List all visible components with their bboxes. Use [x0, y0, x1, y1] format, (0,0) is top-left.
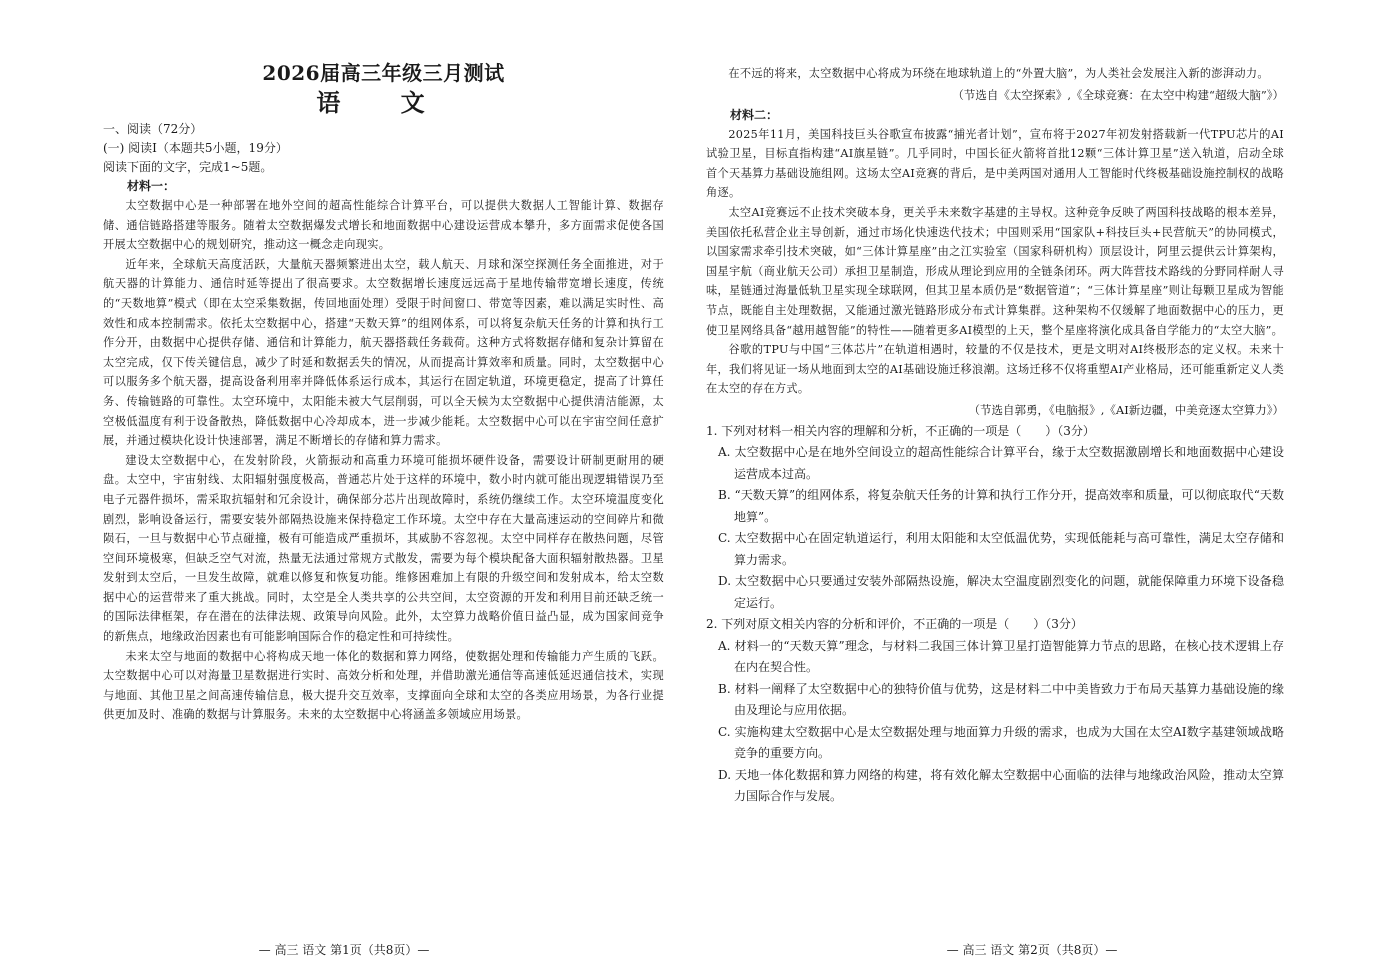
question-1-option-b: B. “天数天算”的组网体系，将复杂航天任务的计算和执行工作分开，提高效率和质量，可以彻底取代“天数地算”。 — [718, 488, 1284, 524]
question-1-option-c: C. 太空数据中心在固定轨道运行，利用太阳能和太空低温优势，实现低能耗与高可靠性，满足太空存储和算力需求。 — [718, 531, 1284, 567]
source-citation: （节选自《太空探索》,《全球竞赛：在太空中构建“超级大脑”》） — [952, 87, 1284, 102]
paragraph: 2025年11月，美国科技巨头谷歌宣布披露“捕光者计划”，宣布将于2027年初发射搭载新一代TPU芯片的AI试验卫星，目标直指构建“AI旗星链”。几乎同时，中国长征火箭将首批12颗“三体计算卫星”送入轨道，启动全球首个天基算力基础设施组网。这场太空AI竞赛的背后，是中美两国对通用人工智能时代终极基础设施控制权的战略角逐。 — [706, 127, 1284, 200]
instruction-text: 阅读下面的文字，完成1~5题。 — [103, 160, 273, 174]
source-citation: （节选自郭勇，《电脑报》,《AI新边疆，中美竞逐太空算力》） — [968, 402, 1284, 417]
question-1: 1. 下列对材料一相关内容的理解和分析，不正确的一项是（ ）（3分） — [706, 423, 1095, 438]
paragraph: 近年来，全球航天高度活跃，大量航天器频繁进出太空，载人航天、月球和深空探测任务全面推进，对于航天器的计算能力、通信时延等提出了很高要求。太空数据增长速度远远高于星地传输带宽增长速度，传统的“天数地算”模式（即在太空采集数据，传回地面处理）受限于时间窗口、带宽等因素，难以满足实时性、高效性和成本控制需求。依托太空数据中心，搭建“天数天算”的组网体系，可以将复杂航天任务的计算和执行工作分开，由数据中心提供存储、通信和计算能力，航天器搭载任务载荷。这种方式将数据存储和复杂计算留在太空完成，仅下传关键信息，减少了时延和数据丢失的情况，从而提高计算效率和质量。同时，太空数据中心可以服务多个航天器，提高设备利用率并降低体系运行成本，其运行在固定轨道，环境更稳定，提高了计算任务、传输链路的可靠性。太空环境中，太阳能未被大气层削弱，可以全天候为太空数据中心提供清洁能源，太空极低温度有利于设备散热，降低数据中心冷却成本，进一步减少能耗。太空数据中心可以在宇宙空间任意扩展，并通过模块化设计快速部署，满足不断增长的存储和算力需求。 — [103, 257, 664, 448]
paragraph: 太空数据中心是一种部署在地外空间的超高性能综合计算平台，可以提供大数据人工智能计算、数据存储、通信链路搭建等服务。随着太空数据爆发式增长和地面数据中心建设运营成本攀升，多方面需求促使各国开展太空数据中心的规划研究，推动这一概念走向现实。 — [103, 199, 664, 252]
question-2-option-a: A. 材料一的“天数天算”理念，与材料二我国三体计算卫星打造智能算力节点的思路，在核心技术逻辑上存在内在契合性。 — [718, 638, 1284, 675]
paragraph: 谷歌的TPU与中国“三体芯片”在轨道相遇时，较量的不仅是技术，更是文明对AI终极形态的定义权。未来十年，我们将见证一场从地面到太空的AI基础设施迁移浪潮。这场迁移不仅将重塑AI产业格局，还可能重新定义人类在太空的存在方式。 — [706, 343, 1284, 396]
paragraph: 太空AI竞赛远不止技术突破本身，更关乎未来数字基建的主导权。这种竞争反映了两国科技战略的根本差异，美国依托私营企业主导创新，通过市场化快速迭代技术；中国则采用“国家队+科技巨头+民营航天”的协同模式，以国家需求牵引技术突破，如“三体计算星座”由之江实验室（国家科研机构）顶层设计，阿里云提供云计算架构，国星宇航（商业航天公司）承担卫星制造，形成从理论到应用的全链条闭环。两大阵营技术路线的分野同样耐人寻味，星链通过海量低轨卫星实现全球联网，但其卫星本质仍是“数据管道”；“三体计算星座”则让每颗卫星成为智能节点，既能自主处理数据，又能通过激光链路形成分布式计算集群。这种架构不仅缓解了地面数据中心的压力，更使卫星网络具备“越用越智能”的特性——随着更多AI模型的上天，整个星座将演化成具备自学能力的“太空大脑”。 — [706, 205, 1284, 337]
paragraph: 建设太空数据中心，在发射阶段，火箭振动和高重力环境可能损坏硬件设备，需要设计研制更耐用的硬盘。太空中，宇宙射线、太阳辐射强度极高，普通芯片处于这样的环境中，数小时内就可能出现逻辑错误乃至电子元器件损坏，需采取抗辐射和冗余设计，确保部分芯片出现故障时，系统仍继续工作。太空环境温度变化剧烈，影响设备运行，需要安装外部隔热设施来保持稳定工作环境。太空中存在大量高速运动的空间碎片和微陨石，一旦与数据中心节点碰撞，极有可能造成严重损坏，其威胁不容忽视。太空中同样存在散热问题，尽管空间环境极寒，但缺乏空气对流，热量无法通过常规方式散发，需要为每个模块配备大面积辐射散热器。卫星发射到太空后，一旦发生故障，就难以修复和恢复功能。维修困难加上有限的升级空间和发射成本，给太空数据中心的运营带来了重大挑战。同时，太空是全人类共享的公共空间，太空资源的开发和利用目前还缺乏统一的国际法律框架，存在潜在的法律法规、政策导向风险。此外，太空算力战略价值日益凸显，成为国家间竞争的新焦点，地缘政治因素也有可能影响国际合作的稳定性和可持续性。 — [103, 453, 664, 644]
page-right — [688, 0, 1376, 972]
subsection-heading: (一) 阅读Ⅰ（本题共5小题，19分） — [103, 141, 288, 155]
question-2-option-d: D. 天地一体化数据和算力网络的构建，将有效化解太空数据中心面临的法律与地缘政治风险，推动太空算力国际合作与发展。 — [718, 767, 1284, 804]
section-heading: 一、阅读（72分） — [103, 122, 203, 136]
question-1-option-a: A. 太空数据中心是在地外空间设立的超高性能综合计算平台，缘于太空数据激剧增长和地面数据中心建设运营成本过高。 — [718, 445, 1284, 481]
material1-label: 材料一： — [127, 179, 176, 193]
question-2: 2. 下列对原文相关内容的分析和评价，不正确的一项是（ ）（3分） — [706, 617, 1083, 632]
question-1-option-d: D. 太空数据中心只要通过安装外部隔热设施，解决太空温度剧烈变化的问题，就能保障重力环境下设备稳定运行。 — [718, 574, 1284, 610]
material2-label: 材料二： — [730, 107, 779, 122]
paragraph: 未来太空与地面的数据中心将构成天地一体化的数据和算力网络，使数据处理和传输能力产生质的飞跃。太空数据中心可以对海量卫星数据进行实时、高效分析和处理，并借助激光通信等高速低延迟通信技术，实现与地面、其他卫星之间高速传输信息，极大提升交互效率，支撑面向全球和太空的各类应用场景，为各行业提供更加及时、准确的数据与计算服务。未来的太空数据中心将涵盖多领域应用场景。 — [103, 649, 664, 722]
page-footer: — 高三 语文 第1页（共8页）— — [258, 943, 430, 957]
exam-title: 2026届高三年级三月测试 — [262, 61, 505, 85]
page-footer: — 高三 语文 第2页（共8页）— — [946, 943, 1118, 957]
question-2-option-c: C. 实施构建太空数据中心是太空数据处理与地面算力升级的需求，也成为大国在太空AI数字基建领域战略竞争的重要方向。 — [718, 724, 1284, 761]
paragraph: 在不远的将来，太空数据中心将成为环绕在地球轨道上的“外置大脑”，为人类社会发展注入新的澎湃动力。 — [728, 67, 1269, 80]
question-2-option-b: B. 材料一阐释了太空数据中心的独特价值与优势，这是材料二中中美皆致力于布局天基算力基础设施的缘由及理论与应用依据。 — [718, 681, 1284, 718]
subject-title: 语 文 — [316, 88, 451, 117]
